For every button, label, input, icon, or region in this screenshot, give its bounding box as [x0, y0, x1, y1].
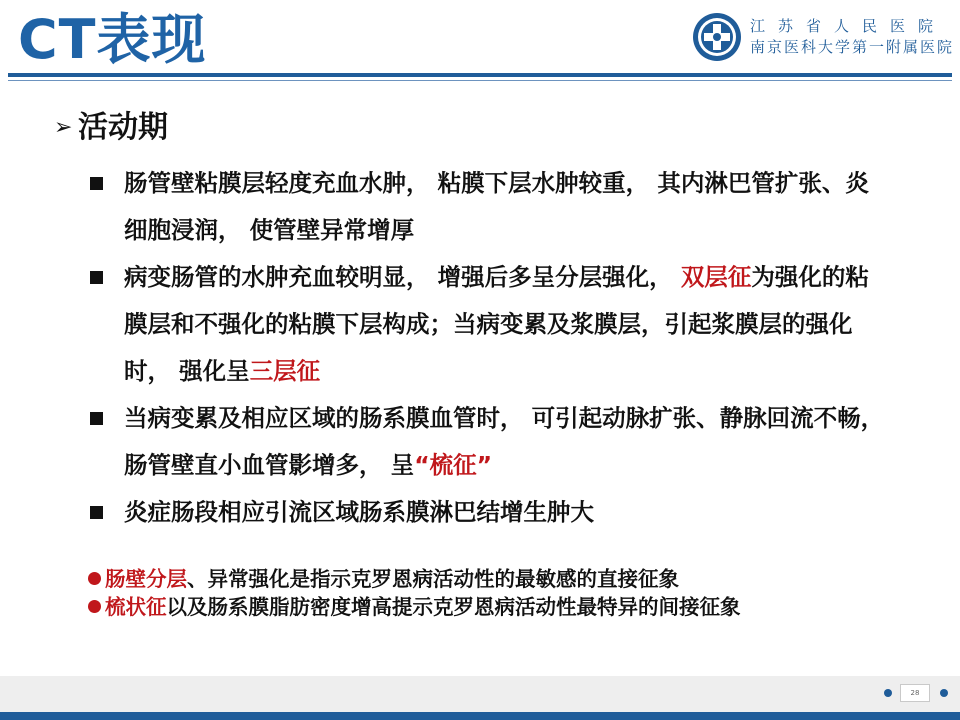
square-bullet-icon — [90, 271, 103, 284]
bullet-list — [90, 160, 890, 536]
note-text: 、异常强化是指示克罗恩病活动性的最敏感的直接征象 — [187, 567, 679, 591]
section-heading — [54, 106, 168, 150]
note-highlight: 梳状征 — [105, 595, 167, 619]
square-bullet-icon — [90, 177, 103, 190]
footer-band — [0, 676, 960, 712]
square-bullet-icon — [90, 412, 103, 425]
page-number: 28 — [900, 684, 930, 702]
note-item — [88, 565, 888, 593]
footer-bar — [0, 712, 960, 720]
slide-title: CT表现 — [18, 8, 207, 71]
bullet-text: 病变肠管的水肿充血较明显， 增强后多呈分层强化， — [124, 263, 681, 291]
red-dot-icon — [88, 600, 101, 613]
header-rule-thin — [8, 80, 952, 81]
note-text: 以及肠系膜脂肪密度增高提示克罗恩病活动性最特异的间接征象 — [166, 595, 741, 619]
highlight-term: “梳征” — [414, 451, 493, 479]
bullet-text: 肠管壁粘膜层轻度充血水肿， 粘膜下层水肿较重， 其内淋巴管扩张、炎细胞浸润， 使管壁异常增厚 — [124, 169, 869, 244]
summary-notes — [88, 565, 888, 621]
arrow-right-icon: ➢ — [54, 115, 73, 140]
header-rule — [8, 73, 952, 77]
logo-name-line2: 南京医科大学第一附属医院 — [750, 38, 955, 56]
square-bullet-icon — [90, 506, 103, 519]
bullet-text: 为强化的粘膜层和不强化的粘膜下层构成；当病变累及浆膜层，引起浆膜层的强化时， 强化呈 — [124, 263, 869, 385]
next-slide-dot-icon[interactable] — [940, 689, 948, 697]
note-highlight: 肠壁分层 — [105, 567, 187, 591]
bullet-text: 炎症肠段相应引流区域肠系膜淋巴结增生肿大 — [124, 498, 594, 526]
bullet-item — [90, 395, 890, 489]
logo-name-line1: 江苏省人民医院 — [750, 17, 947, 35]
highlight-term: 双层征 — [680, 263, 752, 291]
hospital-emblem-icon — [692, 12, 742, 62]
bullet-item — [90, 489, 890, 536]
note-item — [88, 593, 888, 621]
red-dot-icon — [88, 572, 101, 585]
section-heading-text: 活动期 — [78, 110, 168, 145]
bullet-item — [90, 160, 890, 254]
highlight-term: 三层征 — [249, 357, 321, 385]
bullet-item — [90, 254, 890, 395]
hospital-logo — [692, 8, 954, 68]
prev-slide-dot-icon[interactable] — [884, 689, 892, 697]
bullet-text: 当病变累及相应区域的肠系膜血管时， 可引起动脉扩张、静脉回流不畅， 肠管壁直小血管影增多， 呈 — [124, 404, 885, 479]
